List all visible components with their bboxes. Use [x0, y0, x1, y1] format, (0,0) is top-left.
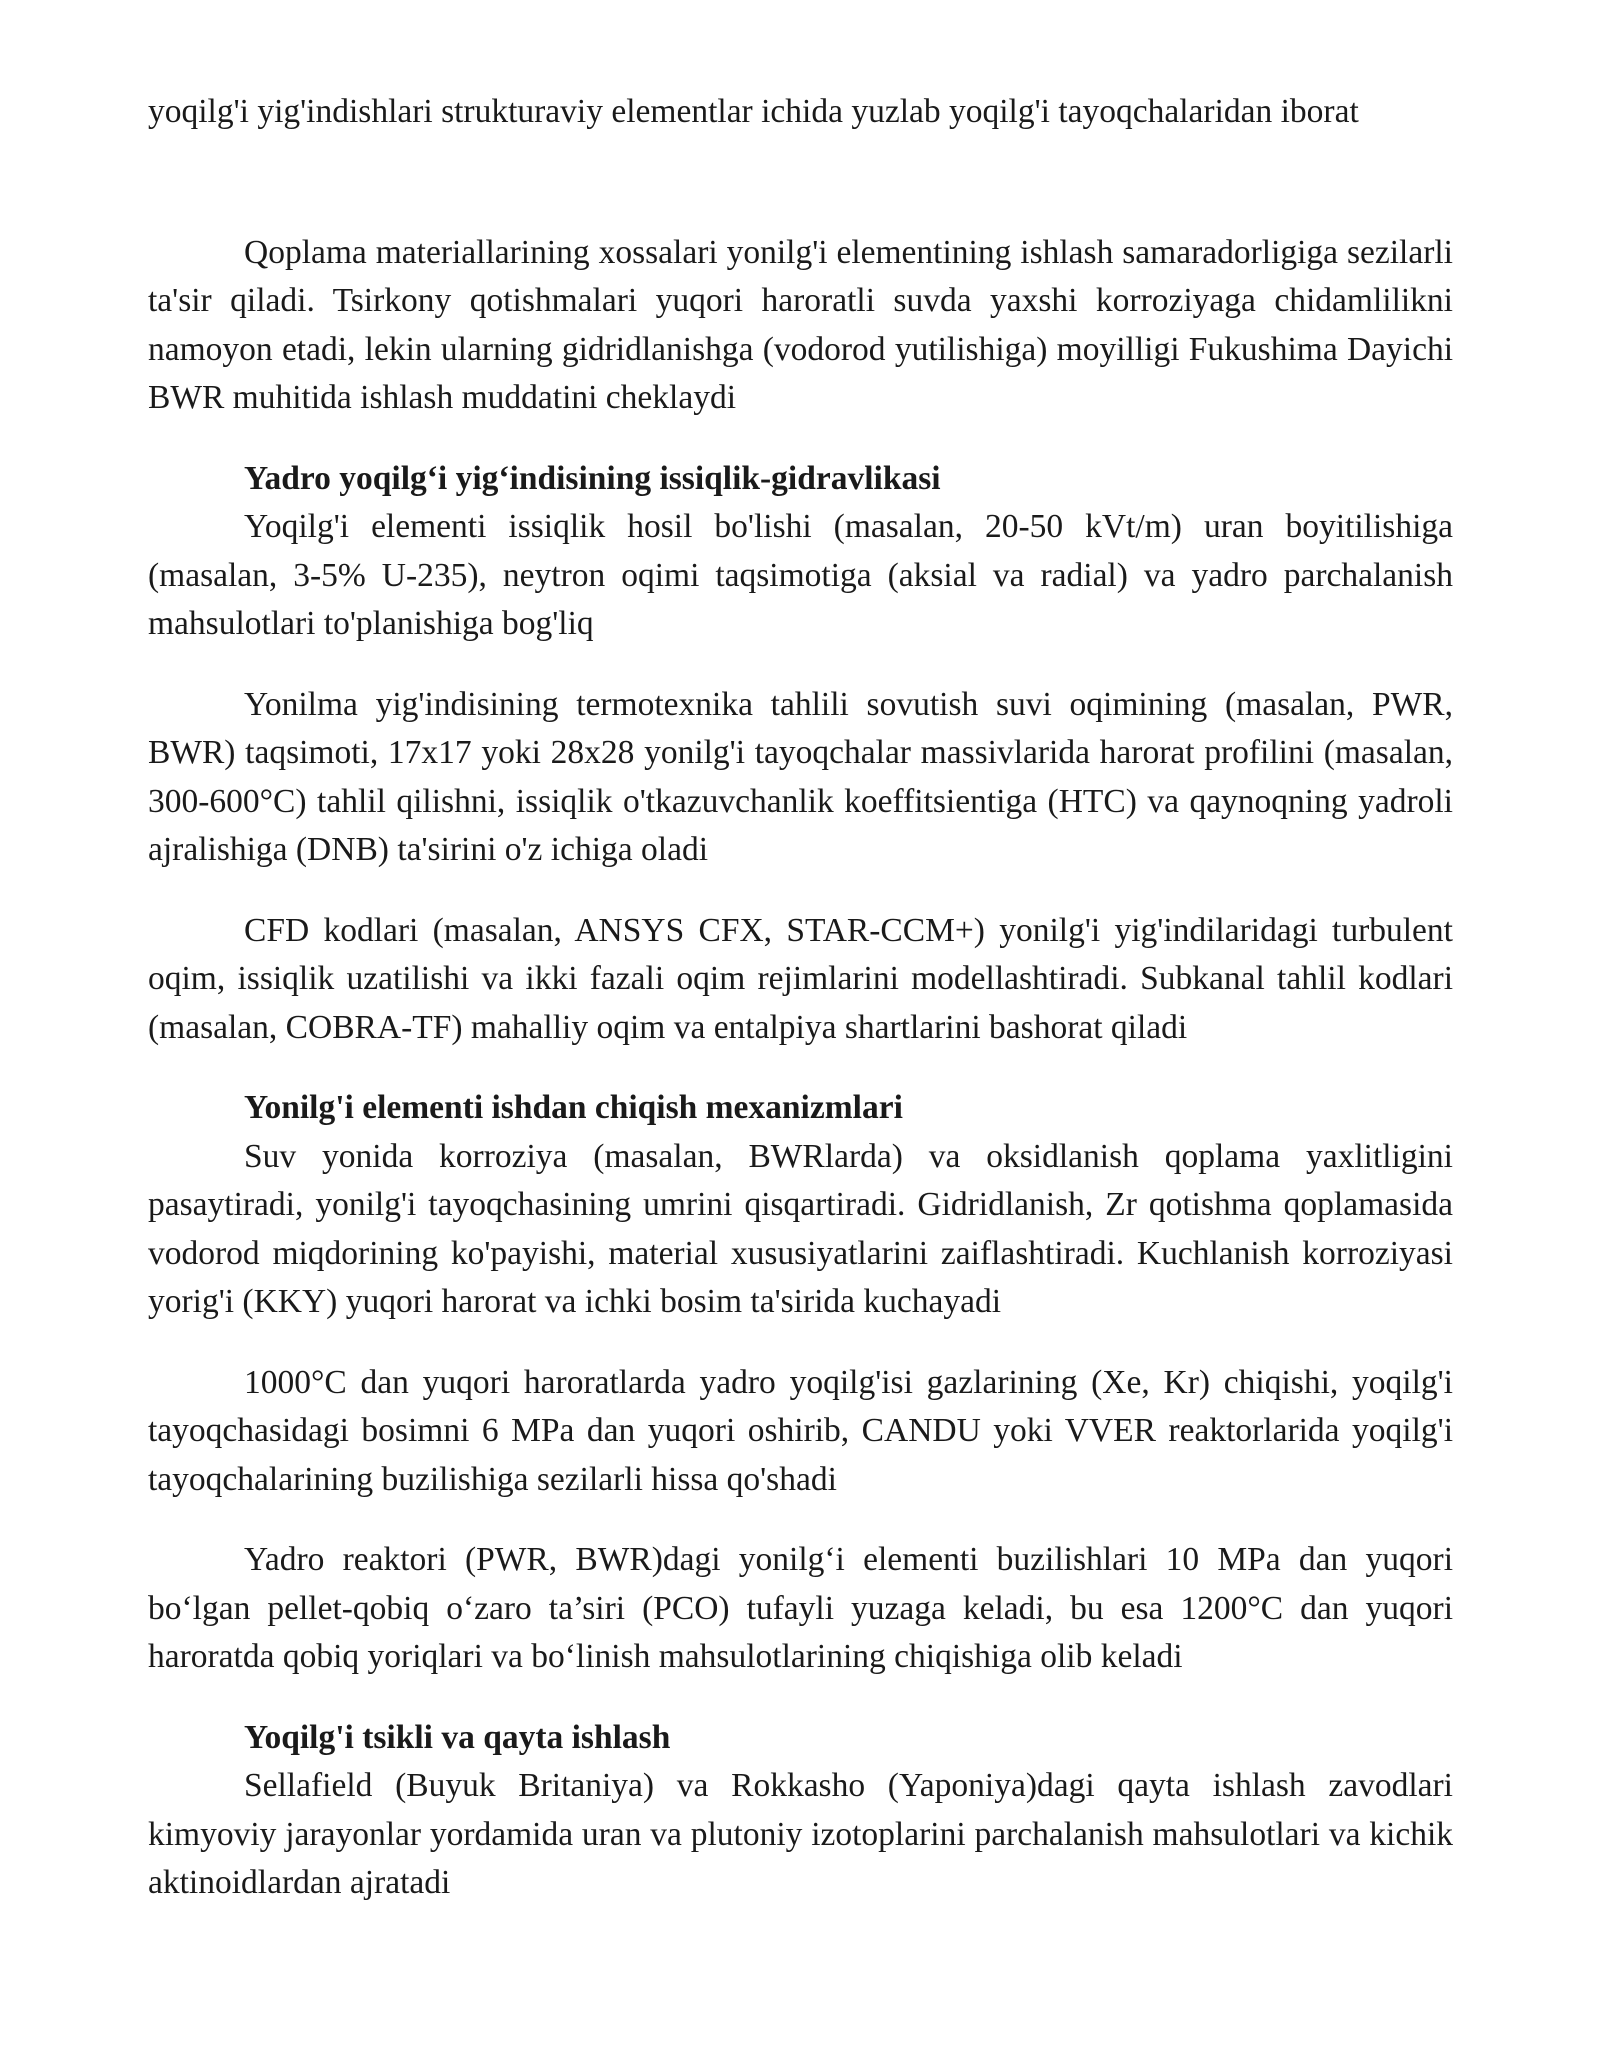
- spacer: [148, 1327, 1453, 1359]
- spacer: [148, 875, 1453, 907]
- spacer: [148, 1052, 1453, 1084]
- paragraph: Yoqilg'i elementi issiqlik hosil bo'lishi (masalan, 20-50 kVt/m) uran boyitilishiga (masalan, 3-5% U-235), neytron oqimi taqsimotiga (aksial va radial) va yadro parchalanish mahsulotlari to'planishiga bog'liq: [148, 508, 1453, 642]
- paragraph: CFD kodlari (masalan, ANSYS CFX, STAR-CCM+) yonilg'i yig'indilaridagi turbulent oqim, issiqlik uzatilishi va ikki fazali oqim rejimlarini modellashtiradi. Subkanal tahlil kodlari (masalan, COBRA-TF) mahalliy oqim va entalpiya shartlarini bashorat qiladi: [148, 911, 1453, 1046]
- paragraph: Sellafield (Buyuk Britaniya) va Rokkasho (Yaponiya)dagi qayta ishlash zavodlari kimyoviy jarayonlar yordamida uran va plutoniy izotoplarini parchalanish mahsulotlari va kichik aktinoidlardan ajratadi: [148, 1767, 1453, 1901]
- spacer: [148, 1504, 1453, 1536]
- paragraph: 1000°C dan yuqori haroratlarda yadro yoqilg'isi gazlarining (Xe, Kr) chiqishi, yoqilg'i tayoqchasidagi bosimni 6 MPa dan yuqori oshirib, CANDU yoki VVER reaktorlarida yoqilg'i tayoqchalarining buzilishiga sezilarli hissa qo'shadi: [148, 1363, 1453, 1498]
- section-heading: Yadro yoqilg‘i yig‘indisining issiqlik-gidravlikasi: [244, 459, 941, 497]
- spacer: [148, 423, 1453, 455]
- paragraph: Suv yonida korroziya (masalan, BWRlarda) va oksidlanish qoplama yaxlitligini pasaytiradi, yonilg'i tayoqchasining umrini qisqartiradi. Gidridlanish, Zr qotishma qoplamasida vodorod miqdorining ko'payishi, material xususiyatlarini zaiflashtiradi. Kuchlanish korroziyasi yorig'i (KKY) yuqori harorat va ichki bosim ta'sirida kuchayadi: [148, 1137, 1453, 1320]
- paragraph: Qoplama materiallarining xossalari yonilg'i elementining ishlash samaradorligiga sezilarli ta'sir qiladi. Tsirkony qotishmalari yuqori haroratli suvda yaxshi korroziyaga chidamlilikni namoyon etadi, lekin ularning gidridlanishga (vodorod yutilishiga) moyilligi Fukushima Dayichi BWR muhitida ishlash muddatini cheklaydi: [148, 233, 1453, 416]
- section-heading: Yoqilg'i tsikli va qayta ishlash: [244, 1718, 671, 1756]
- document-page: [148, 88, 1453, 1908]
- spacer: [148, 137, 1453, 229]
- paragraph: Yonilma yig'indisining termotexnika tahlili sovutish suvi oqimining (masalan, PWR, BWR) taqsimoti, 17x17 yoki 28x28 yonilg'i tayoqchalar massivlarida harorat profilini (masalan, 300-600°C) tahlil qilishni, issiqlik o'tkazuvchanlik koeffitsientiga (HTC) va qaynoqning yadroli ajralishiga (DNB) ta'sirini o'z ichiga oladi: [148, 685, 1453, 868]
- spacer: [148, 649, 1453, 681]
- paragraph: Yadro reaktori (PWR, BWR)dagi yonilg‘i elementi buzilishlari 10 MPa dan yuqori bo‘lgan pellet-qobiq o‘zaro ta’siri (PCO) tufayli yuzaga keladi, bu esa 1200°C dan yuqori haroratda qobiq yoriqlari va bo‘linish mahsulotlarining chiqishiga olib keladi: [148, 1541, 1453, 1675]
- spacer: [148, 1682, 1453, 1714]
- section-heading: Yonilg'i elementi ishdan chiqish mexanizmlari: [244, 1089, 903, 1126]
- paragraph: yoqilg'i yig'indishlari strukturaviy elementlar ichida yuzlab yoqilg'i tayoqchalaridan iborat: [148, 93, 1359, 130]
